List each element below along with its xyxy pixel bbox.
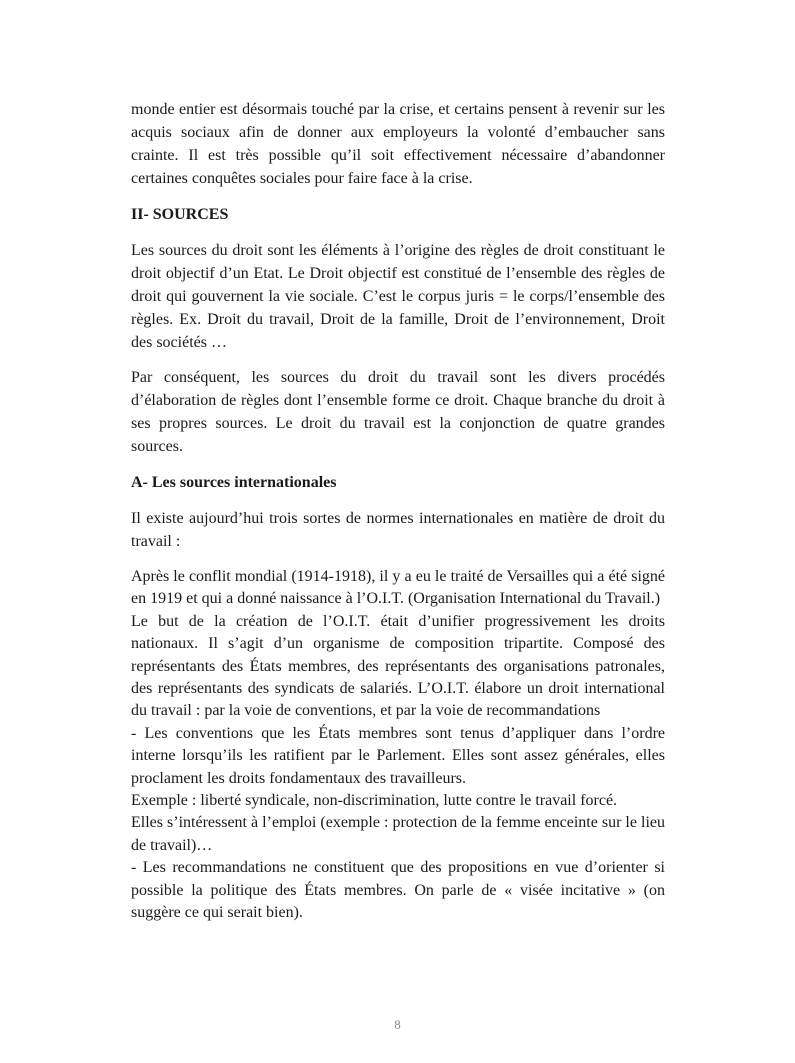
paragraph-sources-definition: Les sources du droit sont les éléments à l’origine des règles de droit constituant le droit objectif d’un Etat. Le Droit objectif est constitué de l’ensemble des règles de droit qui gouvernent la vie sociale. C’est le corpus juris = le corps/l’ensemble des règles. Ex. Droit du travail, Droit de la famille, Droit de l’environnement, Droit des sociétés … bbox=[131, 242, 665, 351]
paragraph-versailles: Après le conflit mondial (1914-1918), il y a eu le traité de Versailles qui a été signé en 1919 et qui a donné naissance à l’O.I.T. (Organisation International du Travail.) bbox=[131, 568, 665, 608]
page-number: 8 bbox=[394, 1017, 401, 1032]
heading-international-sources: A- Les sources internationales bbox=[131, 474, 337, 491]
paragraph-employment: Elles s’intéressent à l’emploi (exemple : protection de la femme enceinte sur le lieu de travail)… bbox=[131, 814, 665, 854]
paragraph-conventions: - Les conventions que les États membres sont tenus d’appliquer dans l’ordre interne lorsqu’ils les ratifient par le Parlement. Elles sont assez générales, elles proclament les droits fondamentaux des travailleurs. bbox=[131, 724, 665, 787]
document-page bbox=[131, 98, 665, 925]
paragraph-oit-purpose: Le but de la création de l’O.I.T. était d’unifier progressivement les droits nationaux. Il s’agit d’un organisme de composition tripartite. Composé des représentants des États membres, des représentants des organisations patronales, des représentants des syndicats de salariés. L’O.I.T. élabore un droit international du travail : par la voie de conventions, et par la voie de recommandations bbox=[131, 612, 665, 720]
paragraph-crisis: monde entier est désormais touché par la crise, et certains pensent à revenir sur les acquis sociaux afin de donner aux employeurs la volonté d’embaucher sans crainte. Il est très possible qu’il soit effectivement nécessaire d’abandonner certaines conquêtes sociales pour faire face à la crise. bbox=[131, 101, 665, 187]
paragraph-recommendations: - Les recommandations ne constituent que des propositions en vue d’orienter si possible la politique des États membres. On parle de « visée incitative » (on suggère ce qui serait bien). bbox=[131, 859, 665, 922]
paragraph-sources-labor-law: Par conséquent, les sources du droit du travail sont les divers procédés d’élaboration de règles dont l’ensemble forme ce droit. Chaque branche du droit à ses propres sources. Le droit du travail est la conjonction de quatre grandes sources. bbox=[131, 369, 665, 455]
heading-sources: II- SOURCES bbox=[131, 206, 229, 223]
paragraph-international-norms: Il existe aujourd’hui trois sortes de normes internationales en matière de droit du travail : bbox=[131, 510, 665, 550]
paragraph-example: Exemple : liberté syndicale, non-discrimination, lutte contre le travail forcé. bbox=[131, 792, 618, 810]
